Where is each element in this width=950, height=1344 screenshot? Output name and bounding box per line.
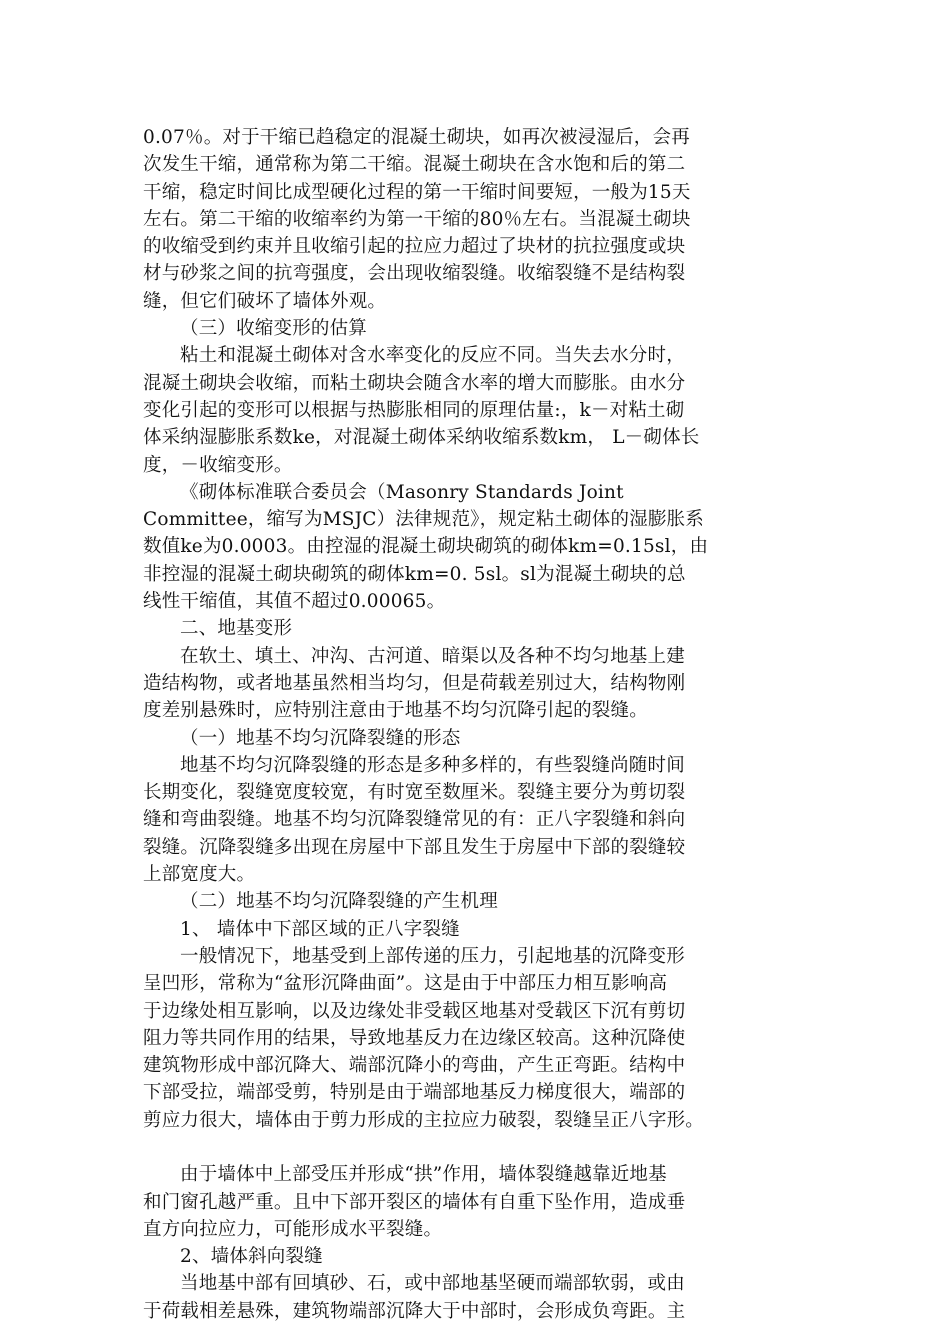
text-line: 数值ke为0.0003。由控湿的混凝土砌块砌筑的砌体km=0.15sl，由	[143, 536, 709, 558]
text-line: 于荷载相差悬殊，建筑物端部沉降大于中部时，会形成负弯距。主	[143, 1300, 686, 1322]
text-line: 干缩，稳定时间比成型硬化过程的第一干缩时间要短，一般为15天	[143, 181, 691, 203]
text-line: 混凝土砌块会收缩，而粘土砌块会随含水率的增大而膨胀。由水分	[143, 372, 686, 394]
text-line: 1、 墙体中下部区域的正八字裂缝	[180, 918, 460, 940]
text-line: 建筑物形成中部沉降大、端部沉降小的弯曲，产生正弯距。结构中	[143, 1055, 686, 1077]
text-line: 缝和弯曲裂缝。地基不均匀沉降裂缝常见的有：正八字裂缝和斜向	[143, 809, 686, 831]
text-line: （二）地基不均匀沉降裂缝的产生机理	[180, 891, 498, 913]
body-text	[143, 124, 813, 1325]
text-line: 粘土和混凝土砌体对含水率变化的反应不同。当失去水分时，	[180, 345, 685, 367]
text-line: 线性干缩值，其值不超过0.00065。	[143, 591, 446, 613]
text-line: 《砌体标准联合委员会（Masonry Standards Joint	[180, 481, 624, 503]
text-line: 缝，但它们破坏了墙体外观。	[143, 290, 387, 312]
text-line: 造结构物，或者地基虽然相当均匀，但是荷载差别过大，结构物刚	[143, 672, 686, 694]
text-line: 长期变化，裂缝宽度较宽，有时宽至数厘米。裂缝主要分为剪切裂	[143, 782, 686, 804]
text-line: 二、地基变形	[180, 618, 293, 640]
text-line: 次发生干缩，通常称为第二干缩。混凝土砌块在含水饱和后的第二	[143, 154, 686, 176]
text-line: （一）地基不均匀沉降裂缝的形态	[180, 727, 461, 749]
text-line: 于边缘处相互影响，以及边缘处非受载区地基对受载区下沉有剪切	[143, 1000, 686, 1022]
text-line: 当地基中部有回填砂、石，或中部地基坚硬而端部软弱，或由	[180, 1273, 685, 1295]
text-line: 阻力等共同作用的结果，导致地基反力在边缘区较高。这种沉降使	[143, 1027, 686, 1049]
text-line: 下部受拉，端部受剪，特别是由于端部地基反力梯度很大，端部的	[143, 1082, 686, 1104]
text-line: Committee，缩写为MSJC）法律规范》，规定粘土砌体的湿膨胀系	[143, 509, 704, 531]
text-line: 度差别悬殊时，应特别注意由于地基不均匀沉降引起的裂缝。	[143, 700, 648, 722]
text-line: 度，－收缩变形。	[143, 454, 293, 476]
text-line: 和门窗孔越严重。且中下部开裂区的墙体有自重下坠作用，造成垂	[143, 1191, 686, 1213]
text-line: 材与砂浆之间的抗弯强度，会出现收缩裂缝。收缩裂缝不是结构裂	[143, 263, 686, 285]
text-line: 呈凹形，常称为“盆形沉降曲面”。这是由于中部压力相互影响高	[143, 973, 668, 995]
text-line: 裂缝。沉降裂缝多出现在房屋中下部且发生于房屋中下部的裂缝较	[143, 836, 686, 858]
text-line: 体采纳湿膨胀系数ke，对混凝土砌体采纳收缩系数km， L－砌体长	[143, 427, 700, 449]
text-line: 在软土、填土、冲沟、古河道、暗渠以及各种不均匀地基上建	[180, 645, 685, 667]
text-line: 上部宽度大。	[143, 864, 256, 886]
text-line: 非控湿的混凝土砌块砌筑的砌体km=0. 5sl。sl为混凝土砌块的总	[143, 563, 686, 585]
text-line: 剪应力很大，墙体由于剪力形成的主拉应力破裂，裂缝呈正八字形。	[143, 1109, 705, 1131]
text-line: 地基不均匀沉降裂缝的形态是多种多样的，有些裂缝尚随时间	[180, 754, 685, 776]
text-line: 一般情况下，地基受到上部传递的压力，引起地基的沉降变形	[180, 945, 685, 967]
blank-line	[143, 1134, 813, 1161]
text-line: 0.07％。对于干缩已趋稳定的混凝土砌块，如再次被浸湿后，会再	[143, 127, 690, 148]
text-line: 直方向拉应力，可能形成水平裂缝。	[143, 1218, 443, 1240]
text-line: 的收缩受到约束并且收缩引起的拉应力超过了块材的抗拉强度或块	[143, 236, 686, 258]
text-line: （三）收缩变形的估算	[180, 318, 368, 340]
text-line: 由于墙体中上部受压并形成“拱”作用，墙体裂缝越靠近地基	[180, 1164, 667, 1186]
text-line: 2、墙体斜向裂缝	[180, 1246, 323, 1268]
text-line: 变化引起的变形可以根据与热膨胀相同的原理估量:，k－对粘土砌	[143, 399, 685, 421]
text-line: 左右。第二干缩的收缩率约为第一干缩的80％左右。当混凝土砌块	[143, 208, 691, 230]
